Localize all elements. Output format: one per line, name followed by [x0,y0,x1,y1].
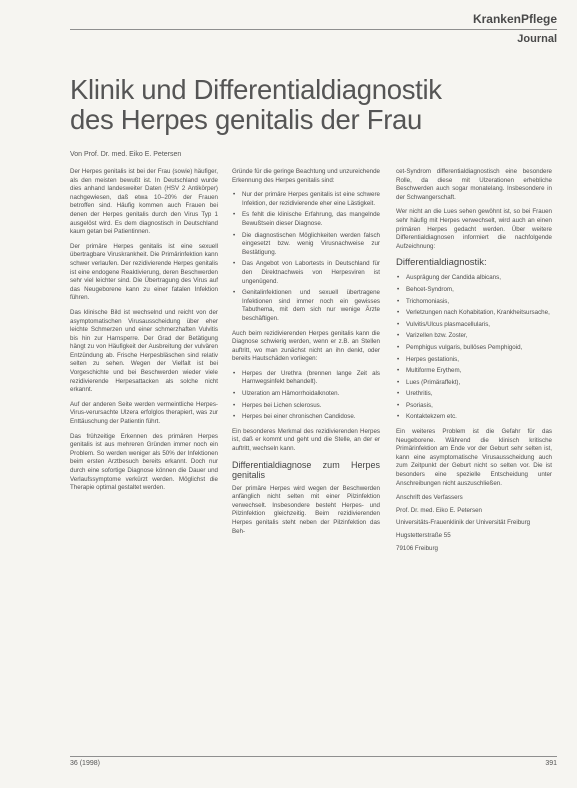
paragraph: Gründe für die geringe Beachtung und unzureichende Erkennung des Herpes genitalis sind: [232,168,380,184]
footer-rule [70,756,557,757]
paragraph: Auch beim rezidivierenden Herpes genitalis kann die Diagnose schwierig werden, wenn er z.B. an Stellen auftritt, wo man zunächst nicht an ihn denkt, oder bereits Hautschäden vorliegen: [232,329,380,363]
list-item: • Verletzungen nach Kohabitation, Krankheitsursache, [396,309,552,318]
list-item: • Herpes gestationis, [396,356,552,365]
journal-section: Journal [517,33,557,45]
paragraph: Das klinische Bild ist wechselnd und reicht von der asymptomatischen Virusausscheidung über eher leichte Schmerzen und einer schmerzhaften Vulvitis bis hin zur Harnsperre. Der Grad der Betätigung hängt zu von Häufigkeit der Ausbreitung der vulvären Entzündung ab. Frische Herpesbläschen sind relativ selten zu sehen. Wegen der Vielfalt ist bei Vorgeschichte und bei Beschwerden wieder viele rezidivierende Herpesattacken als solche nicht erkannt. [70,308,218,394]
paragraph: Das frühzeitige Erkennen des primären Herpes genitalis ist aus mehreren Gründen immer noch ein Problem. So werden weniger als 50% der Infektionen beim ersten Arztbesuch bereits erkannt. Doch nur durch eine sofortige Diagnose können die Dauer und Verlaufssymptome verkürzt werden. Möglichst die Therapie optimal gestaltet werden. [70,432,218,492]
author-organization: Universitäts-Frauenklinik der Universität Freiburg [396,519,531,527]
differential-list [396,274,552,422]
list-item: • Lues (Primäraffekt), [396,379,552,388]
bullet-list [232,370,380,422]
paragraph: Der Herpes genitalis ist bei der Frau (sowie) häufiger, als den meisten bewußt ist. In Deutschland wurde dies anhand landesweiter Daten (HSV 2 Antikörper) nachgewiesen, daß etwa 10–20% der Frauen betroffen sind. Häufig kommen auch Frauen bei denen der Herpes genitalis durch den Virus Typ 1 ausgelöst wird. Es dem diagnostisch in Deutschland kaum getan bei Patientinnen. [70,168,218,236]
title-line-1: Klinik und Differentialdiagnostik [70,74,442,105]
author-city: 79106 Freiburg [396,544,438,552]
paragraph: Der primäre Herpes genitalis ist eine sexuell übertragbare Viruskrankheit. Die Primärinfektion kann schwer verlaufen. Der rezidivierende Herpes genitalis ist eine endogene Reaktivierung, deren Beschwerden sehr viel leichter sind. Die Übertragung des Virus auf das Neugeborene kann zu einer fatalen Infektion führen. [70,242,218,302]
author-name: Prof. Dr. med. Eiko E. Petersen [396,506,482,514]
list-item: • Es fehlt die klinische Erfahrung, das mangelnde Bewußtsein dieser Diagnose. [232,211,380,228]
article-title [70,75,530,135]
header-rule [70,29,557,30]
column-1 [70,168,218,499]
issue-number: 36 (1998) [70,760,100,767]
list-item: • Herpes bei Lichen sclerosus. [232,402,380,411]
list-item: • Herpes bei einer chronischen Candidose. [232,413,380,422]
list-item: • Trichomoniasis, [396,298,552,307]
paragraph: Ein besonderes Merkmal des rezidivierenden Herpes ist, daß er kommt und geht und die Stelle, an der er auftritt, wechseln kann. [232,427,380,453]
list-item: • Ausprägung der Candida albicans, [396,274,552,283]
author-street: Hugstetterstraße 55 [396,532,451,539]
byline: Von Prof. Dr. med. Eiko E. Petersen [70,151,182,158]
paragraph: Auf der anderen Seite werden vermeintliche Herpes-Virus-verursachte Ulzera erfolglos therapiert, was zur Enttäuschung der Patientin führt. [70,400,218,426]
bullet-list [232,191,380,323]
column-3 [396,168,552,557]
list-item: • Die diagnostischen Möglichkeiten werden falsch eingesetzt bzw. wenig Virusnachweise zur Bestätigung. [232,232,380,258]
list-item: • Das Angebot von Labortests in Deutschland für den Direktnachweis von Herpesviren ist ungenügend. [232,260,380,286]
section-heading: Differentialdiagnostik: [396,257,487,269]
page-number: 391 [545,760,557,767]
list-item: • Vulvitis/Ulcus plasmacellularis, [396,321,552,330]
list-item: • Kontaktekzem etc. [396,413,552,422]
column-2 [232,168,380,542]
paragraph: Wer nicht an die Lues sehen gewöhnt ist, so bei Frauen sehr häufig mit Herpes verwechselt, wird auch an einen primären Herpes gedacht werden. Über weitere Differentialdiagnosen informiert die nachfolgende Aufzeichnung: [396,208,552,250]
section-heading: Differentialdiagnose zum Herpes genitalis [232,459,380,480]
title-line-2: des Herpes genitalis der Frau [70,104,423,135]
paragraph: Der primäre Herpes wird wegen der Beschwerden anfänglich nicht selten mit einer Pilzinfektion verwechselt. Insbesondere besteht Herpes- und Pilzinfektion gleichzeitig. Beim rezidivierenden Herpes genitalis steht neben der Pilzinfektion das Beh- [232,484,380,535]
list-item: • Behcet-Syndrom, [396,286,552,295]
list-item: • Varizellen bzw. Zoster, [396,332,552,341]
list-item: • Psoriasis, [396,402,552,411]
list-item: • Nur der primäre Herpes genitalis ist eine schwere Infektion, der rezidivierende eher eine Lästigkeit. [232,191,380,208]
paragraph: Ein weiteres Problem ist die Gefahr für das Neugeborene. Während die klinisch kritische Primärinfektion am Ende vor der Geburt sehr selten ist, kann eine asymptomatische Virusausscheidung auch zum Zeitpunkt der Geburt nicht so selten vor. Die ist besonders eine spezielle Entscheidung unter Anschreibungen nicht auszuschließen. [396,428,552,487]
author-address [396,494,552,553]
list-item: • Herpes der Urethra (brennen lange Zeit als Harnwegsinfekt behandelt). [232,370,380,387]
list-item: • Ulzeration am Hämorrhoidalknoten. [232,390,380,399]
journal-name: KrankenPflege [472,12,557,26]
list-item: • Urethritis, [396,390,552,399]
list-item: • Multiforme Erythem, [396,367,552,376]
paragraph: cet-Syndrom differentialdiagnostisch eine besondere Rolle, da diese mit Ulzerationen erhebliche Beschwerden auch sogar monatelang. Insbesondere in der Schwangerschaft. [396,168,552,201]
author-heading: Anschrift des Verfassers [396,494,463,502]
list-item: • Pemphigus vulgaris, bullöses Pemphigoid, [396,344,552,353]
list-item: • Genitalinfektionen und sexuell übertragene Infektionen sind immer noch ein gewisses Tabuthema, mit dem sich nur wenige Ärzte beschäftigen. [232,289,380,323]
